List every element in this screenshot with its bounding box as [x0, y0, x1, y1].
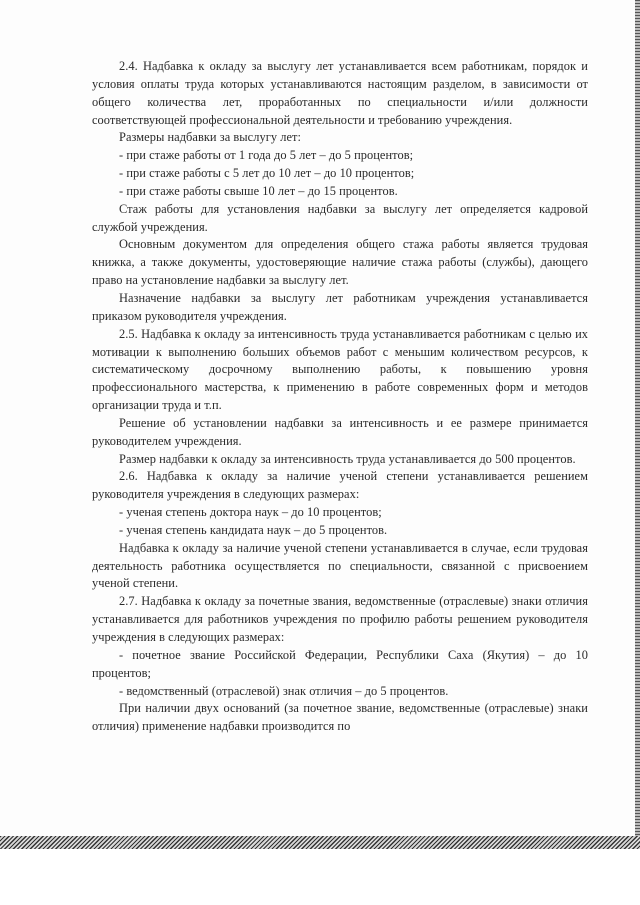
paragraph-2-4: 2.4. Надбавка к окладу за выслугу лет устанавливается всем работникам, порядок и условия оплаты труда которых устанавливаются настоящим разделом, в зависимости от общего количества лет, проработанных по специальности и/или должности соответствующей профессиональной деятельности и требованию учреждения. [92, 59, 588, 127]
document-body [92, 58, 588, 736]
list-item: - при стаже работы с 5 лет до 10 лет – до 10 процентов; [119, 166, 415, 181]
paragraph-intensity-size: Размер надбавки к окладу за интенсивность труда устанавливается до 500 процентов. [119, 451, 576, 466]
list-item: - почетное звание Российской Федерации, Республики Саха (Якутия) – до 10 процентов; [92, 647, 588, 680]
paragraph-main-document: Основным документом для определения общего стажа работы является трудовая книжка, а также документы, удостоверяющие наличие стажа работы (службы), дающего право на установление надбавки за выслугу лет. [92, 237, 588, 288]
paragraph-2-6: 2.6. Надбавка к окладу за наличие ученой степени устанавливается решением руководителя учреждения в следующих размерах: [92, 469, 588, 502]
list-item: - ведомственный (отраслевой) знак отличия – до 5 процентов. [119, 683, 449, 698]
bottom-margin [0, 849, 640, 905]
list-item: - ученая степень кандидата наук – до 5 процентов. [119, 522, 388, 537]
paragraph-two-grounds: При наличии двух оснований (за почетное звание, ведомственные (отраслевые) знаки отличия) применение надбавки производится по [92, 701, 588, 734]
scan-edge-right [635, 0, 640, 905]
paragraph-2-7: 2.7. Надбавка к окладу за почетные звания, ведомственные (отраслевые) знаки отличия устанавливается для работников учреждения по профилю работы решением руководителя учреждения в следующих размерах: [92, 594, 588, 644]
scan-edge-bottom [0, 836, 640, 849]
list-item: - при стаже работы от 1 года до 5 лет – до 5 процентов; [119, 148, 414, 163]
paragraph-2-5: 2.5. Надбавка к окладу за интенсивность труда устанавливается работникам с целью их мотивации к выполнению больших объемов работ с меньшим количеством ресурсов, к систематическому досрочному выполнению работы, к повышению уровня профессионального мастерства, к применению в работе современных форм и методов организации труда и т.п. [92, 326, 588, 413]
list-item: - при стаже работы свыше 10 лет – до 15 процентов. [119, 183, 398, 198]
paragraph-intensity-decision: Решение об установлении надбавки за интенсивность и ее размере принимается руководителем учреждения. [92, 415, 588, 448]
paragraph-appointment: Назначение надбавки за выслугу лет работникам учреждения устанавливается приказом руководителя учреждения. [92, 290, 588, 323]
paragraph-seniority-determination: Стаж работы для установления надбавки за выслугу лет определяется кадровой службой учреждения. [92, 201, 588, 234]
list-item: - ученая степень доктора наук – до 10 процентов; [119, 505, 382, 520]
paragraph-degree-condition: Надбавка к окладу за наличие ученой степени устанавливается в случае, если трудовая деятельность работника осуществляется по специальности, связанной с присвоением ученой степени. [92, 540, 588, 591]
paragraph-seniority-sizes: Размеры надбавки за выслугу лет: [119, 130, 301, 145]
